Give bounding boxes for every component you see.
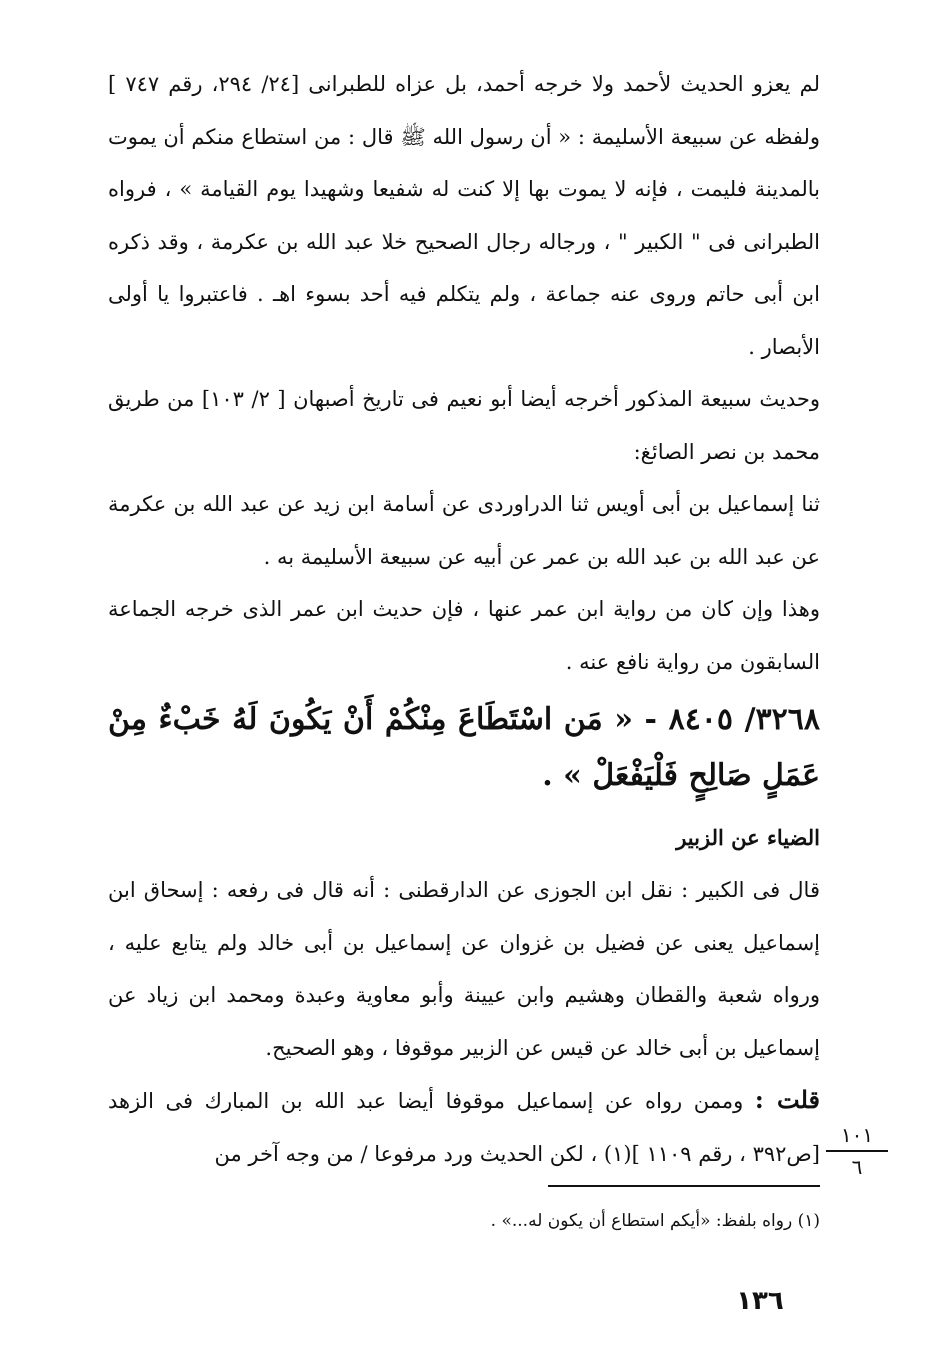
- hadith-text: ٣٢٦٨/ ٨٤٠٥ - « مَن اسْتَطَاعَ مِنْكُمْ أَنْ يَكُونَ لَهُ خَبْءٌ مِنْ عَمَلٍ صَالِحٍ فَلْيَفْعَلْ » .: [108, 702, 820, 793]
- page-body: [108, 58, 820, 1180]
- commentary-paragraph: قال فى الكبير : نقل ابن الجوزى عن الدارقطنى : أنه قال فى رفعه : إسحاق ابن إسماعيل يعنى عن فضيل بن غزوان عن إسماعيل بن أبى خالد ولم يتابع عليه ، ورواه شعبة والقطان وهشيم وابن عيينة وأبو معاوية وعبدة ومحمد ابن زياد عن إسماعيل بن أبى خالد عن قيس عن الزبير موقوفا ، وهو الصحيح.: [108, 878, 820, 1060]
- page-number: ١٣٦: [736, 1286, 784, 1316]
- qult-text: وممن رواه عن إسماعيل موقوفا أيضا عبد الله بن المبارك فى الزهد [ص٣٩٢ ، رقم ١١٠٩ ](١) ، لكن الحديث ورد مرفوعا / من وجه آخر من: [108, 1089, 820, 1166]
- footnote: (١) رواه بلفظ: «أيكم استطاع أن يكون له...» .: [490, 1211, 820, 1231]
- margin-reference: [826, 1122, 888, 1180]
- paragraph-1: لم يعزو الحديث لأحمد ولا خرجه أحمد، بل عزاه للطبرانى [٢٤/ ٢٩٤، رقم ٧٤٧ ] ولفظه عن سبيعة الأسليمة : « أن رسول الله ﷺ قال : من استطاع منكم أن يموت بالمدينة فليمت ، فإنه لا يموت بها إلا كنت له شفيعا وشهيدا يوم القيامة » ، فرواه الطبرانى فى " الكبير " ، ورجاله رجال الصحيح خلا عبد الله بن عكرمة ، وقد ذكره ابن أبى حاتم وروى عنه جماعة ، ولم يتكلم فيه أحد بسوء اهـ . فاعتبروا يا أولى الأبصار .: [108, 72, 820, 359]
- paragraph-2: وحديث سبيعة المذكور أخرجه أيضا أبو نعيم فى تاريخ أصبهان [ ٢/ ١٠٣] من طريق محمد بن نصر الصائغ:: [108, 387, 820, 464]
- margin-volume: ١٠١: [826, 1122, 888, 1152]
- paragraph-3: ثنا إسماعيل بن أبى أويس ثنا الدراوردى عن أسامة ابن زيد عن عبد الله بن عكرمة عن عبد الله بن عبد الله بن عمر عن أبيه عن سبيعة الأسليمة به .: [108, 492, 820, 569]
- source-heading: الضياء عن الزبير: [676, 825, 820, 850]
- paragraph-4: وهذا وإن كان من رواية ابن عمر عنها ، فإن حديث ابن عمر الذى خرجه الجماعة السابقون من رواية نافع عنه .: [108, 597, 820, 674]
- qult-paragraph: [108, 1074, 820, 1180]
- margin-page: ٦: [851, 1155, 863, 1179]
- qult-label: قلت :: [754, 1085, 821, 1114]
- footnote-divider: [548, 1185, 820, 1187]
